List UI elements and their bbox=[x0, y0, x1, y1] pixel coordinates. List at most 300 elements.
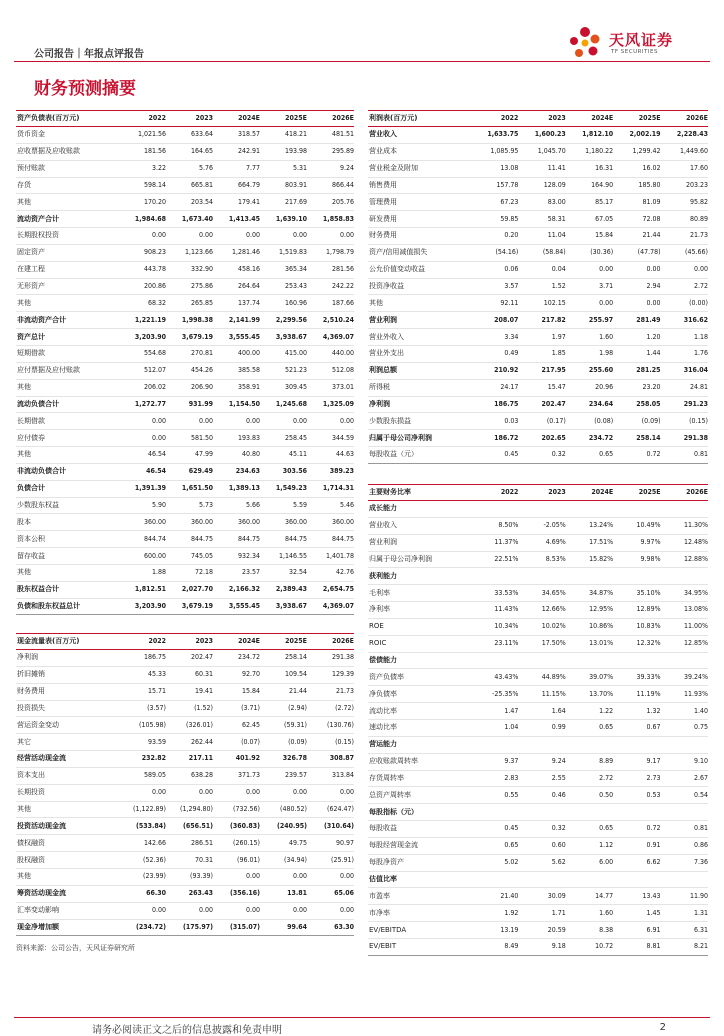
cell-value: 63.30 bbox=[307, 919, 354, 936]
cell-value: (47.78) bbox=[613, 244, 660, 261]
cell-value: 5.76 bbox=[166, 160, 213, 177]
cell-value: 164.90 bbox=[566, 177, 613, 194]
table-row bbox=[368, 585, 708, 602]
cell-value bbox=[613, 501, 660, 518]
cell-value: (0.15) bbox=[307, 734, 354, 751]
cell-value: 281.56 bbox=[307, 261, 354, 278]
table-row bbox=[16, 295, 354, 312]
cell-value: 481.51 bbox=[307, 127, 354, 144]
cell-value: 9.24 bbox=[307, 160, 354, 177]
cell-value: 3,679.19 bbox=[166, 598, 213, 615]
cell-value bbox=[471, 652, 518, 669]
cell-value: 360.00 bbox=[119, 514, 166, 531]
cell-value: 326.78 bbox=[260, 751, 307, 768]
cell-value: 6.62 bbox=[613, 854, 660, 871]
row-label: EV/EBITDA bbox=[368, 922, 471, 939]
cell-value: 866.44 bbox=[307, 177, 354, 194]
cell-value: 186.75 bbox=[119, 650, 166, 667]
cell-value: 35.10% bbox=[613, 585, 660, 602]
cell-value: 8.81 bbox=[613, 938, 660, 955]
cell-value: 4,369.07 bbox=[307, 598, 354, 615]
cell-value: 1.32 bbox=[613, 703, 660, 720]
table-row bbox=[16, 430, 354, 447]
row-label: 其他 bbox=[16, 194, 119, 211]
row-label: 净负债率 bbox=[368, 686, 471, 703]
table-row bbox=[368, 652, 708, 669]
row-label: 净利润 bbox=[368, 396, 471, 413]
cell-value: 46.54 bbox=[119, 447, 166, 464]
cell-value: 22.51% bbox=[471, 551, 518, 568]
cell-value: 0.00 bbox=[166, 902, 213, 919]
cell-value: 11.00% bbox=[661, 618, 708, 635]
table-row bbox=[16, 329, 354, 346]
cell-value: 17.60 bbox=[661, 160, 708, 177]
cell-value: 1,154.50 bbox=[213, 396, 260, 413]
year-header: 2025E bbox=[260, 111, 307, 127]
cell-value: 99.64 bbox=[260, 919, 307, 936]
cell-value: 232.82 bbox=[119, 751, 166, 768]
table-row bbox=[368, 905, 708, 922]
table-row bbox=[16, 497, 354, 514]
cell-value: 512.08 bbox=[307, 362, 354, 379]
cell-value: 0.00 bbox=[613, 295, 660, 312]
table-row bbox=[16, 683, 354, 700]
table-row bbox=[368, 686, 708, 703]
cell-value: 0.00 bbox=[119, 413, 166, 430]
row-label: 资产负债率 bbox=[368, 669, 471, 686]
cell-value bbox=[613, 568, 660, 585]
cell-value: 0.91 bbox=[613, 837, 660, 854]
cell-value: 0.00 bbox=[260, 413, 307, 430]
cell-value: 9.97% bbox=[613, 534, 660, 551]
cell-value: (624.47) bbox=[307, 801, 354, 818]
cell-value: (0.00) bbox=[661, 295, 708, 312]
cell-value: 303.56 bbox=[260, 463, 307, 480]
row-label: 应收账款周转率 bbox=[368, 753, 471, 770]
cell-value: 1.52 bbox=[518, 278, 565, 295]
cell-value: (30.36) bbox=[566, 244, 613, 261]
cell-value: (0.17) bbox=[518, 413, 565, 430]
cell-value: 3.34 bbox=[471, 329, 518, 346]
cell-value: 1,180.22 bbox=[566, 143, 613, 160]
cell-value: 32.54 bbox=[260, 564, 307, 581]
cell-value: 186.72 bbox=[471, 430, 518, 447]
table-row bbox=[16, 734, 354, 751]
cell-value: 629.49 bbox=[166, 463, 213, 480]
table-row bbox=[368, 278, 708, 295]
table-row bbox=[368, 143, 708, 160]
row-label: 其他 bbox=[16, 868, 119, 885]
row-label: 归属于母公司净利润 bbox=[368, 551, 471, 568]
cell-value: 1,812.10 bbox=[566, 127, 613, 144]
cell-value: 21.44 bbox=[260, 683, 307, 700]
table-title: 主要财务比率 bbox=[368, 485, 471, 501]
row-label: 利润总额 bbox=[368, 362, 471, 379]
row-label: 其它 bbox=[16, 734, 119, 751]
row-label: 其他 bbox=[368, 295, 471, 312]
cell-value: 0.00 bbox=[307, 784, 354, 801]
row-label: 无形资产 bbox=[16, 278, 119, 295]
cell-value: 1.44 bbox=[613, 345, 660, 362]
row-label: 营业外支出 bbox=[368, 345, 471, 362]
cell-value: (23.99) bbox=[119, 868, 166, 885]
cell-value: 1,984.68 bbox=[119, 211, 166, 228]
table-row bbox=[368, 736, 708, 753]
cell-value: 600.00 bbox=[119, 548, 166, 565]
cell-value: 0.55 bbox=[471, 787, 518, 804]
row-label: 管理费用 bbox=[368, 194, 471, 211]
row-label: 留存收益 bbox=[16, 548, 119, 565]
cell-value: 745.05 bbox=[166, 548, 213, 565]
cell-value: 9.18 bbox=[518, 938, 565, 955]
logo-subtitle: TF SECURITIES bbox=[611, 49, 658, 55]
cell-value: 1.92 bbox=[471, 905, 518, 922]
cell-value: 0.53 bbox=[613, 787, 660, 804]
cell-value: 0.32 bbox=[518, 821, 565, 838]
cell-value: 202.47 bbox=[518, 396, 565, 413]
cell-value: 34.87% bbox=[566, 585, 613, 602]
table-row bbox=[16, 211, 354, 228]
row-label: 负债合计 bbox=[16, 480, 119, 497]
row-label: 长期投资 bbox=[16, 784, 119, 801]
cell-value: 1.97 bbox=[518, 329, 565, 346]
cell-value bbox=[518, 871, 565, 888]
cell-value bbox=[518, 736, 565, 753]
cell-value: 13.81 bbox=[260, 885, 307, 902]
row-label: 应付票据及应付账款 bbox=[16, 362, 119, 379]
year-header: 2026E bbox=[661, 111, 708, 127]
cell-value: 9.24 bbox=[518, 753, 565, 770]
cell-value: (2.72) bbox=[307, 700, 354, 717]
cell-value: 217.69 bbox=[260, 194, 307, 211]
cell-value: 0.45 bbox=[471, 447, 518, 464]
cell-value: 66.30 bbox=[119, 885, 166, 902]
cell-value: 65.06 bbox=[307, 885, 354, 902]
cell-value: 68.32 bbox=[119, 295, 166, 312]
cell-value: 554.68 bbox=[119, 345, 166, 362]
cell-value: 5.90 bbox=[119, 497, 166, 514]
cell-value bbox=[518, 652, 565, 669]
cell-value: 193.98 bbox=[260, 143, 307, 160]
cell-value: 0.45 bbox=[471, 821, 518, 838]
cell-value: 371.73 bbox=[213, 767, 260, 784]
cell-value: 17.50% bbox=[518, 635, 565, 652]
cell-value: 23.11% bbox=[471, 635, 518, 652]
cell-value: 11.19% bbox=[613, 686, 660, 703]
row-label: ROIC bbox=[368, 635, 471, 652]
cell-value: 206.02 bbox=[119, 379, 166, 396]
cell-value: 234.64 bbox=[566, 396, 613, 413]
cell-value: 0.00 bbox=[566, 261, 613, 278]
cell-value bbox=[518, 568, 565, 585]
cell-value: 10.86% bbox=[566, 618, 613, 635]
cell-value: 13.08 bbox=[471, 160, 518, 177]
cell-value: 286.51 bbox=[166, 835, 213, 852]
cell-value: 39.33% bbox=[613, 669, 660, 686]
cell-value: 20.96 bbox=[566, 379, 613, 396]
cell-value: 0.00 bbox=[260, 228, 307, 245]
cell-value: 58.31 bbox=[518, 211, 565, 228]
cell-value: 2.83 bbox=[471, 770, 518, 787]
table-row bbox=[368, 871, 708, 888]
cell-value: 12.88% bbox=[661, 551, 708, 568]
cell-value bbox=[566, 871, 613, 888]
row-label: 资本公积 bbox=[16, 531, 119, 548]
cell-value: 1.18 bbox=[661, 329, 708, 346]
row-label: 股权融资 bbox=[16, 852, 119, 869]
cell-value: 2.55 bbox=[518, 770, 565, 787]
row-label: 成长能力 bbox=[368, 501, 471, 518]
cell-value: 33.53% bbox=[471, 585, 518, 602]
footer-disclaimer: 请务必阅读正文之后的信息披露和免责申明 bbox=[92, 1025, 282, 1036]
row-label: 市净率 bbox=[368, 905, 471, 922]
row-label: 每股净资产 bbox=[368, 854, 471, 871]
cell-value: 47.99 bbox=[166, 447, 213, 464]
row-label: 折旧摊销 bbox=[16, 666, 119, 683]
cell-value: (315.07) bbox=[213, 919, 260, 936]
cell-value: 19.41 bbox=[166, 683, 213, 700]
table-row bbox=[368, 345, 708, 362]
cell-value: 1,798.79 bbox=[307, 244, 354, 261]
cell-value: (34.94) bbox=[260, 852, 307, 869]
cell-value: 844.75 bbox=[213, 531, 260, 548]
row-label: 其他 bbox=[16, 447, 119, 464]
table-row bbox=[368, 127, 708, 144]
table-row bbox=[16, 312, 354, 329]
cell-value: 2,510.24 bbox=[307, 312, 354, 329]
cell-value: (1,122.89) bbox=[119, 801, 166, 818]
cell-value: 13.43 bbox=[613, 888, 660, 905]
cell-value: 1,391.39 bbox=[119, 480, 166, 497]
cell-value: 844.75 bbox=[307, 531, 354, 548]
year-header: 2024E bbox=[566, 111, 613, 127]
row-label: 毛利率 bbox=[368, 585, 471, 602]
cell-value: 2.94 bbox=[613, 278, 660, 295]
cell-value: 80.89 bbox=[661, 211, 708, 228]
table-header-row bbox=[368, 111, 708, 127]
cell-value: (54.16) bbox=[471, 244, 518, 261]
cell-value: (25.91) bbox=[307, 852, 354, 869]
cell-value bbox=[471, 871, 518, 888]
cell-value: 85.17 bbox=[566, 194, 613, 211]
cell-value: 1,085.95 bbox=[471, 143, 518, 160]
cell-value: 34.65% bbox=[518, 585, 565, 602]
cell-value: -2.05% bbox=[518, 517, 565, 534]
cell-value: 20.59 bbox=[518, 922, 565, 939]
table-row bbox=[16, 463, 354, 480]
table-header-row bbox=[16, 111, 354, 127]
table-row bbox=[368, 396, 708, 413]
table-row bbox=[16, 514, 354, 531]
cell-value: 142.66 bbox=[119, 835, 166, 852]
table-row bbox=[368, 804, 708, 821]
cell-value: 2,027.70 bbox=[166, 581, 213, 598]
cell-value: (58.84) bbox=[518, 244, 565, 261]
cell-value: 316.62 bbox=[661, 312, 708, 329]
cell-value bbox=[518, 804, 565, 821]
cell-value: 0.60 bbox=[518, 837, 565, 854]
cell-value: 239.57 bbox=[260, 767, 307, 784]
cell-value bbox=[613, 652, 660, 669]
cell-value: 0.00 bbox=[661, 261, 708, 278]
cell-value: 295.89 bbox=[307, 143, 354, 160]
cell-value: 0.00 bbox=[260, 902, 307, 919]
table-row bbox=[16, 261, 354, 278]
cell-value: (360.83) bbox=[213, 818, 260, 835]
cell-value bbox=[518, 501, 565, 518]
table-row bbox=[16, 160, 354, 177]
cell-value: 1,449.60 bbox=[661, 143, 708, 160]
table-row bbox=[16, 480, 354, 497]
cell-value: 24.17 bbox=[471, 379, 518, 396]
cell-value: 1.60 bbox=[566, 905, 613, 922]
cell-value: 21.73 bbox=[307, 683, 354, 700]
cell-value: 2,141.99 bbox=[213, 312, 260, 329]
table-row bbox=[368, 501, 708, 518]
cell-value: 9.37 bbox=[471, 753, 518, 770]
cell-value: 931.99 bbox=[166, 396, 213, 413]
cell-value: 129.39 bbox=[307, 666, 354, 683]
cell-value: 0.06 bbox=[471, 261, 518, 278]
cell-value: 217.95 bbox=[518, 362, 565, 379]
row-label: 营业外收入 bbox=[368, 329, 471, 346]
cell-value: (93.39) bbox=[166, 868, 213, 885]
logo-name: 天风证券 bbox=[609, 31, 674, 49]
table-row bbox=[368, 312, 708, 329]
cell-value: 39.07% bbox=[566, 669, 613, 686]
page-title: 财务预测摘要 bbox=[34, 79, 136, 99]
cell-value: 0.67 bbox=[613, 719, 660, 736]
row-label: 投资净收益 bbox=[368, 278, 471, 295]
table-row bbox=[16, 885, 354, 902]
table-row bbox=[16, 362, 354, 379]
row-label: 汇率变动影响 bbox=[16, 902, 119, 919]
cell-value: 1.85 bbox=[518, 345, 565, 362]
row-label: 财务费用 bbox=[368, 228, 471, 245]
cell-value: 45.11 bbox=[260, 447, 307, 464]
table-row bbox=[16, 717, 354, 734]
cell-value: 291.23 bbox=[661, 396, 708, 413]
cell-value: 1,600.23 bbox=[518, 127, 565, 144]
cell-value: 44.89% bbox=[518, 669, 565, 686]
cell-value: 8.53% bbox=[518, 551, 565, 568]
table-row bbox=[16, 902, 354, 919]
cell-value: 1,633.75 bbox=[471, 127, 518, 144]
cell-value bbox=[566, 736, 613, 753]
cell-value: 0.65 bbox=[566, 719, 613, 736]
cell-value: 253.43 bbox=[260, 278, 307, 295]
cell-value: 281.49 bbox=[613, 312, 660, 329]
cell-value: 72.18 bbox=[166, 564, 213, 581]
row-label: 营业税金及附加 bbox=[368, 160, 471, 177]
row-label: 其他 bbox=[16, 379, 119, 396]
table-row bbox=[16, 767, 354, 784]
cell-value: 308.87 bbox=[307, 751, 354, 768]
year-header: 2023 bbox=[518, 111, 565, 127]
cell-value: 0.00 bbox=[260, 868, 307, 885]
cell-value: 3,555.45 bbox=[213, 598, 260, 615]
cell-value: (175.97) bbox=[166, 919, 213, 936]
cell-value: 0.65 bbox=[566, 447, 613, 464]
cell-value: 102.15 bbox=[518, 295, 565, 312]
row-label: 存货周转率 bbox=[368, 770, 471, 787]
row-label: 营业收入 bbox=[368, 517, 471, 534]
cell-value: 0.00 bbox=[213, 228, 260, 245]
row-label: 投资活动现金流 bbox=[16, 818, 119, 835]
cell-value: 258.14 bbox=[260, 650, 307, 667]
row-label: 速动比率 bbox=[368, 719, 471, 736]
cell-value: 15.84 bbox=[566, 228, 613, 245]
table-row bbox=[368, 413, 708, 430]
table-row bbox=[16, 868, 354, 885]
table-row bbox=[368, 922, 708, 939]
cell-value bbox=[566, 568, 613, 585]
cell-value: 360.00 bbox=[260, 514, 307, 531]
table-row bbox=[16, 751, 354, 768]
balance-sheet-table bbox=[16, 110, 354, 615]
cell-value bbox=[471, 804, 518, 821]
table-row bbox=[16, 784, 354, 801]
table-row bbox=[368, 568, 708, 585]
table-row bbox=[368, 703, 708, 720]
cell-value: 14.77 bbox=[566, 888, 613, 905]
cell-value: 8.38 bbox=[566, 922, 613, 939]
cell-value: 34.95% bbox=[661, 585, 708, 602]
cell-value bbox=[613, 871, 660, 888]
cell-value: 309.45 bbox=[260, 379, 307, 396]
row-label: 固定资产 bbox=[16, 244, 119, 261]
table-row bbox=[16, 413, 354, 430]
cell-value: 1.64 bbox=[518, 703, 565, 720]
cell-value: 1,858.83 bbox=[307, 211, 354, 228]
cell-value: 202.47 bbox=[166, 650, 213, 667]
table-row bbox=[368, 938, 708, 955]
row-label: 公允价值变动收益 bbox=[368, 261, 471, 278]
table-row bbox=[16, 244, 354, 261]
row-label: 负债和股东权益总计 bbox=[16, 598, 119, 615]
table-row bbox=[368, 770, 708, 787]
cell-value: 193.83 bbox=[213, 430, 260, 447]
cell-value: 313.84 bbox=[307, 767, 354, 784]
cell-value: 0.54 bbox=[661, 787, 708, 804]
cell-value: 358.91 bbox=[213, 379, 260, 396]
cell-value bbox=[661, 568, 708, 585]
year-header: 2024E bbox=[213, 111, 260, 127]
report-type-label: 公司报告｜年报点评报告 bbox=[34, 49, 144, 60]
row-label: 每股经营现金流 bbox=[368, 837, 471, 854]
cell-value: 217.11 bbox=[166, 751, 213, 768]
cash-flow-table bbox=[16, 633, 354, 936]
row-label: 流动比率 bbox=[368, 703, 471, 720]
table-row bbox=[16, 581, 354, 598]
cell-value: 234.72 bbox=[213, 650, 260, 667]
cell-value: 93.59 bbox=[119, 734, 166, 751]
cell-value: 440.00 bbox=[307, 345, 354, 362]
cell-value: 109.54 bbox=[260, 666, 307, 683]
cell-value: (59.31) bbox=[260, 717, 307, 734]
cell-value: 16.02 bbox=[613, 160, 660, 177]
table-row bbox=[368, 517, 708, 534]
table-row bbox=[368, 228, 708, 245]
cell-value: (356.16) bbox=[213, 885, 260, 902]
cell-value: 10.72 bbox=[566, 938, 613, 955]
cell-value: 3.57 bbox=[471, 278, 518, 295]
cell-value: 1,281.46 bbox=[213, 244, 260, 261]
cell-value: 3,555.45 bbox=[213, 329, 260, 346]
row-label: 净利润 bbox=[16, 650, 119, 667]
table-title: 资产负债表(百万元) bbox=[16, 111, 119, 127]
row-label: 营业成本 bbox=[368, 143, 471, 160]
